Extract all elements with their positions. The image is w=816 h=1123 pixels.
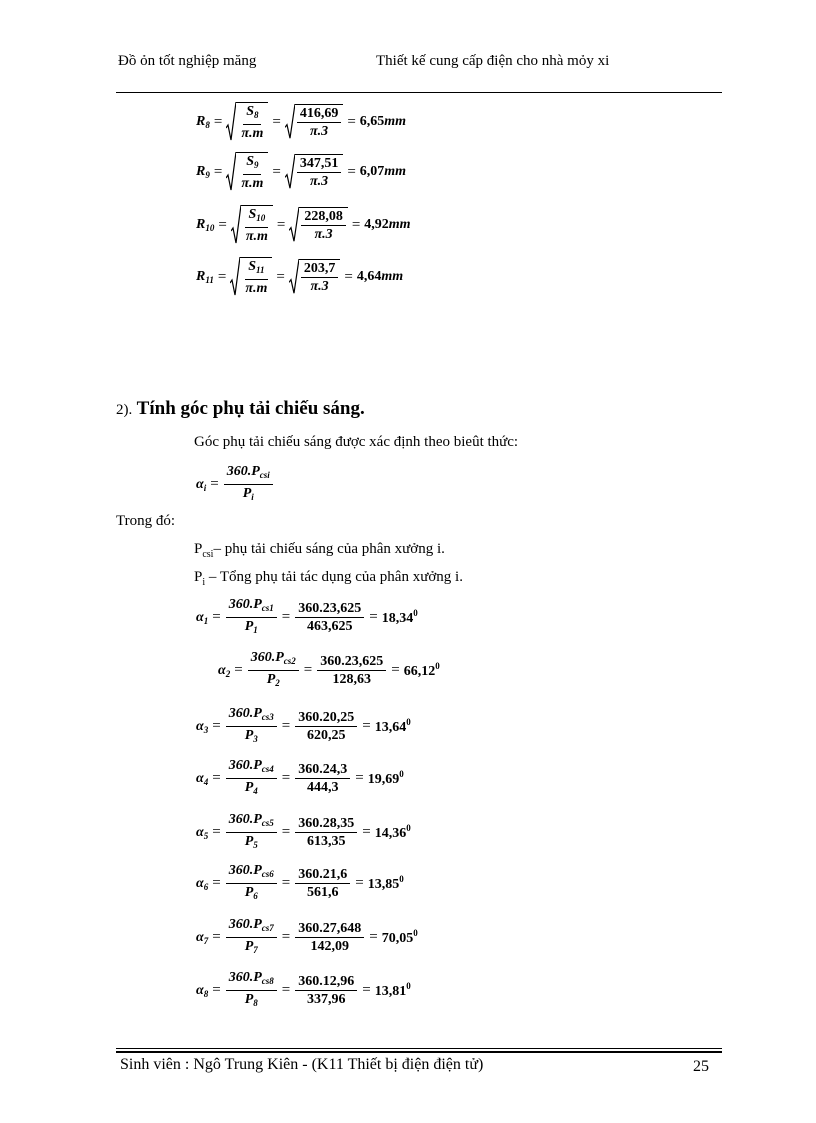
radius-equation: $R_9$ = $\frac{S_9}{\pi.m}$ = $\frac{347,51}{\pi.3}$ = 6,07 mm <box>196 154 407 191</box>
definition-pi: $P_i$ – Tổng phụ tải tác dụng của phân xưởng i. <box>194 569 463 588</box>
footer-rule <box>116 1048 722 1049</box>
angle-equation: $\alpha_5$ = $\frac{360.P_{cs5}}{P_5}$ = $\frac{360.28,35}{613,35}$ = 14,36$^0$ <box>196 812 411 850</box>
radius-result: 4,92 <box>364 217 389 232</box>
angle-equation: $\alpha_7$ = $\frac{360.P_{cs7}}{P_7}$ = $\frac{360.27,648}{142,09}$ = 70,05$^0$ <box>196 917 418 955</box>
radius-unit: mm <box>381 269 404 284</box>
angle-lhs: $\alpha_1$ <box>196 609 209 626</box>
radius-unit: mm <box>388 217 411 232</box>
where-label: Trong đó: <box>116 513 176 529</box>
radius-equation: $R_{11}$ = $\frac{S_{11}}{\pi.m}$ = $\frac{203,7}{\pi.3}$ = 4,64 mm <box>196 259 404 296</box>
intro-text: Góc phụ tải chiếu sáng được xác định theo bieût thức: <box>194 434 519 450</box>
general-lhs: $\alpha_i$ <box>196 476 207 493</box>
radius-equation: $R_8$ = $\frac{S_8}{\pi.m}$ = $\frac{416,69}{\pi.3}$ = 6,65 mm <box>196 104 407 141</box>
angle-equation: $\alpha_8$ = $\frac{360.P_{cs8}}{P_8}$ = $\frac{360.12,96}{337,96}$ = 13,81$^0$ <box>196 970 411 1008</box>
angle-equation: $\alpha_3$ = $\frac{360.P_{cs3}}{P_3}$ = $\frac{360.20,25}{620,25}$ = 13,64$^0$ <box>196 706 411 744</box>
header-right-text: Thiết kế cung cấp điện cho nhà mỏy xi <box>376 53 610 69</box>
angle-lhs: $\alpha_5$ <box>196 824 209 841</box>
angle-equation: $\alpha_2$ = $\frac{360.P_{cs2}}{P_2}$ = $\frac{360.23,625}{128,63}$ = 66,12$^0$ <box>218 650 440 688</box>
angle-lhs: $\alpha_8$ <box>196 982 209 999</box>
page-header <box>116 50 722 94</box>
radius-unit: mm <box>384 114 407 129</box>
angle-result: 70,05$^0$ <box>381 928 418 946</box>
radius-result: 6,65 <box>359 114 385 129</box>
footer-rule-thick <box>116 1051 722 1053</box>
footer-author: Sinh viên : Ngô Trung Kiên - (K11 Thiết bị điện điện tử) <box>120 1056 484 1073</box>
radius-lhs: $R_9$ <box>196 164 210 180</box>
radius-lhs: $R_{10}$ <box>196 217 215 233</box>
radius-lhs: $R_8$ <box>196 114 210 130</box>
angle-result: 19,69$^0$ <box>367 769 404 787</box>
radius-lhs: $R_{11}$ <box>196 269 214 285</box>
radius-equation: $R_{10}$ = $\frac{S_{10}}{\pi.m}$ = $\frac{228,08}{\pi.3}$ = 4,92 mm <box>196 207 411 244</box>
angle-result: 13,81$^0$ <box>374 981 411 999</box>
angle-equation: $\alpha_6$ = $\frac{360.P_{cs6}}{P_6}$ = $\frac{360.21,6}{561,6}$ = 13,85$^0$ <box>196 863 404 901</box>
angle-lhs: $\alpha_6$ <box>196 875 209 892</box>
angle-lhs: $\alpha_3$ <box>196 718 209 735</box>
definition-csi: $P_{csi}-$ phụ tải chiếu sáng của phân xưởng i. <box>194 541 445 560</box>
angle-result: 13,64$^0$ <box>374 717 411 735</box>
page-number: 25 <box>693 1058 709 1075</box>
angle-lhs: $\alpha_7$ <box>196 929 209 946</box>
angle-lhs: $\alpha_4$ <box>196 770 209 787</box>
angle-result: 66,12$^0$ <box>403 661 440 679</box>
angle-lhs: $\alpha_2$ <box>218 662 231 679</box>
angle-result: 18,34$^0$ <box>381 608 418 626</box>
section-title: Tính góc phụ tải chiếu sáng. <box>136 398 365 419</box>
general-angle-formula: $\alpha_i$ = $\frac{360.P_{csi}}{P_i}$ <box>196 464 274 505</box>
radius-result: 4,64 <box>356 269 382 284</box>
header-rule <box>116 92 722 93</box>
section-heading <box>116 398 365 420</box>
radius-unit: mm <box>384 164 407 179</box>
angle-equation: $\alpha_4$ = $\frac{360.P_{cs4}}{P_4}$ = $\frac{360.24,3}{444,3}$ = 19,69$^0$ <box>196 758 404 796</box>
header-left-text: Đồ ỏn tốt nghiệp măng <box>118 53 257 69</box>
angle-equation: $\alpha_1$ = $\frac{360.P_{cs1}}{P_1}$ = $\frac{360.23,625}{463,625}$ = 18,34$^0$ <box>196 597 418 635</box>
angle-result: 13,85$^0$ <box>367 874 404 892</box>
section-number: 2). <box>116 402 133 418</box>
angle-result: 14,36$^0$ <box>374 823 411 841</box>
radius-result: 6,07 <box>359 164 385 179</box>
